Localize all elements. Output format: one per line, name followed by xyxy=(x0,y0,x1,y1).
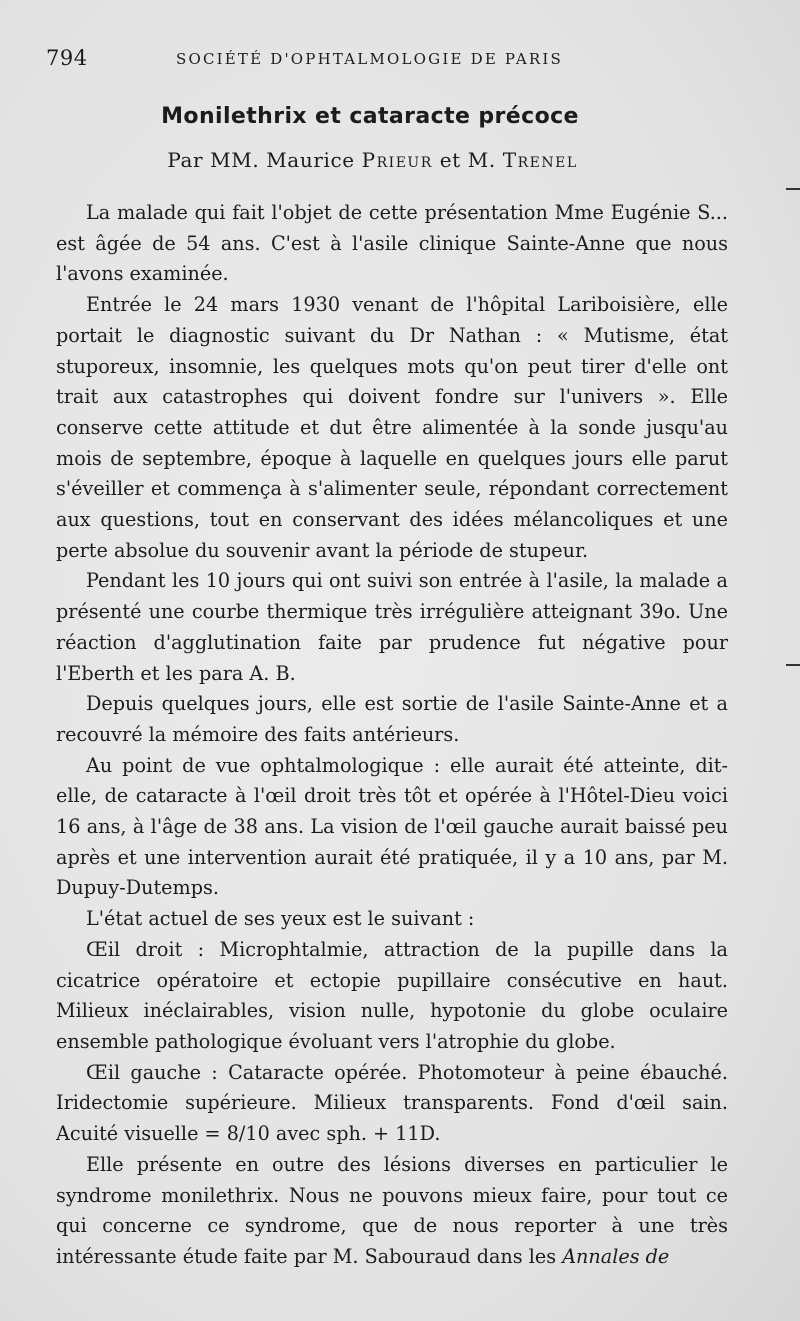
paragraph-admission: Entrée le 24 mars 1930 venant de l'hôpital Lariboisière, elle portait le diagnostic suivant du Dr Nathan : « Mutisme, état stuporeux, insomnie, les quelques mots qu'on peut tirer d'elle ont trait aux catastrophes qui doivent fondre sur l'univers ». Elle conserve cette attitude et dut être alimentée à la sonde jusqu'au mois de septembre, époque à laquelle en quelques jours elle parut s'éveiller et commença à s'alimenter seule, répondant correctement aux questions, tout en conservant des idées mélancoliques et une perte absolue du souvenir avant la période de stupeur. xyxy=(56,293,728,562)
paragraph-left-eye: Œil gauche : Cataracte opérée. Photomoteur à peine ébauché. Iridectomie supérieure. Milieux transparents. Fond d'œil sain. Acuité visuelle = 8/10 avec sph. + 11D. xyxy=(56,1060,728,1146)
paragraph-fever: Pendant les 10 jours qui ont suivi son entrée à l'asile, la malade a présenté une courbe thermique très irrégulière atteignant 39o. Une réaction d'agglutination faite par prudence fut négative pour l'Eberth et les para A. B. xyxy=(56,569,728,685)
paragraph-monilethrix-text: Elle présente en outre des lésions diverses en particulier le syndrome monilethrix. Nous ne pouvons mieux faire, pour tout ce qui concerne ce syndrome, que de nous reporter à une très intéressante étude faite par M. Sabouraud dans les xyxy=(56,1152,728,1268)
author-prieur: Prieur xyxy=(361,148,433,172)
page-number: 794 xyxy=(46,46,88,70)
byline xyxy=(0,148,745,172)
paragraph-right-eye: Œil droit : Microphtalmie, attraction de la pupille dans la cicatrice opératoire et ectopie pupillaire consécutive en haut. Milieux inéclairables, vision nulle, hypotonie du globe oculaire ensemble pathologique évoluant vers l'atrophie du globe. xyxy=(56,937,728,1053)
journal-reference: Annales de xyxy=(562,1244,670,1268)
byline-middle: et M. xyxy=(432,148,503,172)
article-title: Monilethrix et cataracte précoce xyxy=(161,104,579,129)
margin-mark xyxy=(786,188,800,190)
paragraph-ophthalmology: Au point de vue ophtalmologique : elle aurait été atteinte, dit-elle, de cataracte à l'œil droit très tôt et opérée à l'Hôtel-Dieu voici 16 ans, à l'âge de 38 ans. La vision de l'œil gauche aurait baissé peu après et une intervention aurait été pratiquée, il y a 10 ans, par M. Dupuy-Dutemps. xyxy=(56,753,728,900)
margin-mark xyxy=(786,664,800,666)
author-trenel: Trenel xyxy=(502,148,578,172)
byline-prefix: Par MM. Maurice xyxy=(167,148,362,172)
paragraph-monilethrix xyxy=(56,1150,728,1273)
article-body xyxy=(56,198,728,1273)
page-header xyxy=(46,44,740,78)
paragraph-discharge: Depuis quelques jours, elle est sortie de l'asile Sainte-Anne et a recouvré la mémoire des faits antérieurs. xyxy=(56,692,728,746)
paragraph-current-state: L'état actuel de ses yeux est le suivant : xyxy=(86,907,475,931)
running-head: SOCIÉTÉ D'OPHTALMOLOGIE DE PARIS xyxy=(176,50,563,68)
paragraph-intro: La malade qui fait l'objet de cette présentation Mme Eugénie S... est âgée de 54 ans. C'est à l'asile clinique Sainte-Anne que nous l'avons examinée. xyxy=(56,201,728,286)
